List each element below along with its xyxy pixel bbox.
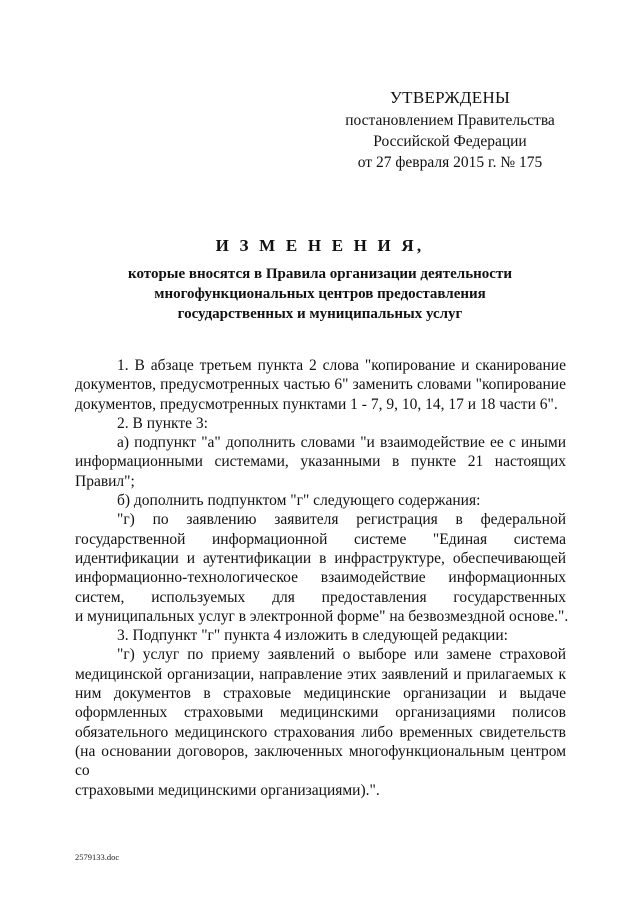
approval-line-1: постановлением Правительства	[345, 112, 555, 129]
body-line: 3. Подпункт "г" пункта 4 изложить в следующей редакции:	[117, 627, 508, 645]
body-line: б) дополнить подпунктом "г" следующего содержания:	[117, 492, 481, 510]
body-line: (на основании договоров, заключенных многофункциональным центром со	[75, 742, 566, 780]
body-line: идентификации и аутентификации в инфраструктуре, обеспечивающей	[75, 549, 566, 567]
approval-block	[300, 86, 600, 173]
body-line: Правил";	[75, 472, 135, 490]
body-line: информационно-технологическое взаимодействие информационных	[75, 569, 566, 587]
body-line: медицинской организации, направление этих заявлений и прилагаемых к	[75, 665, 566, 683]
approval-line-3: от 27 февраля 2015 г. № 175	[357, 154, 543, 171]
body-line: документов, предусмотренных частью 6" заменить словами "копирование	[75, 376, 566, 394]
document-subtitle	[100, 264, 540, 324]
body-line: "г) услуг по приему заявлений о выборе или замене страховой	[117, 646, 566, 664]
subtitle-line: которые вносятся в Правила организации деятельности	[128, 266, 512, 282]
body-line: информационными системами, указанными в пункте 21 настоящих	[75, 453, 566, 471]
body-line: оформленных страховыми медицинскими организациями полисов	[75, 704, 566, 722]
body-line: обязательного медицинского страхования либо временных свидетельств	[75, 723, 566, 741]
document-body	[75, 356, 569, 800]
body-line: 2. В пункте 3:	[117, 414, 208, 432]
body-line: государственной информационной системе "Единая система	[75, 530, 566, 548]
body-line: 1. В абзаце третьем пункта 2 слова "копирование и сканирование	[117, 357, 566, 374]
body-line: "г) по заявлению заявителя регистрация в федеральной	[117, 511, 566, 529]
file-code: 2579133.doc	[75, 852, 120, 862]
body-line: документов, предусмотренных пунктами 1 - 7, 9, 10, 14, 17 и 18 части 6".	[75, 395, 558, 413]
body-line: и муниципальных услуг в электронной форме" на безвозмездной основе.".	[75, 607, 569, 625]
body-line: а) подпункт "а" дополнить словами "и взаимодействие ее с иными	[117, 434, 566, 452]
body-line: ним документов в страховые медицинские организации и выдаче	[75, 685, 566, 703]
approval-line-2: Российской Федерации	[373, 133, 527, 150]
body-line: систем, используемых для предоставления государственных	[75, 588, 566, 606]
approval-heading: УТВЕРЖДЕНЫ	[389, 88, 511, 107]
subtitle-line: многофункциональных центров предоставления	[154, 286, 486, 302]
subtitle-line: государственных и муниципальных услуг	[177, 306, 463, 322]
body-line: страховыми медицинскими организациями).".	[75, 781, 380, 799]
document-title: И З М Е Н Е Н И Я,	[215, 236, 425, 255]
